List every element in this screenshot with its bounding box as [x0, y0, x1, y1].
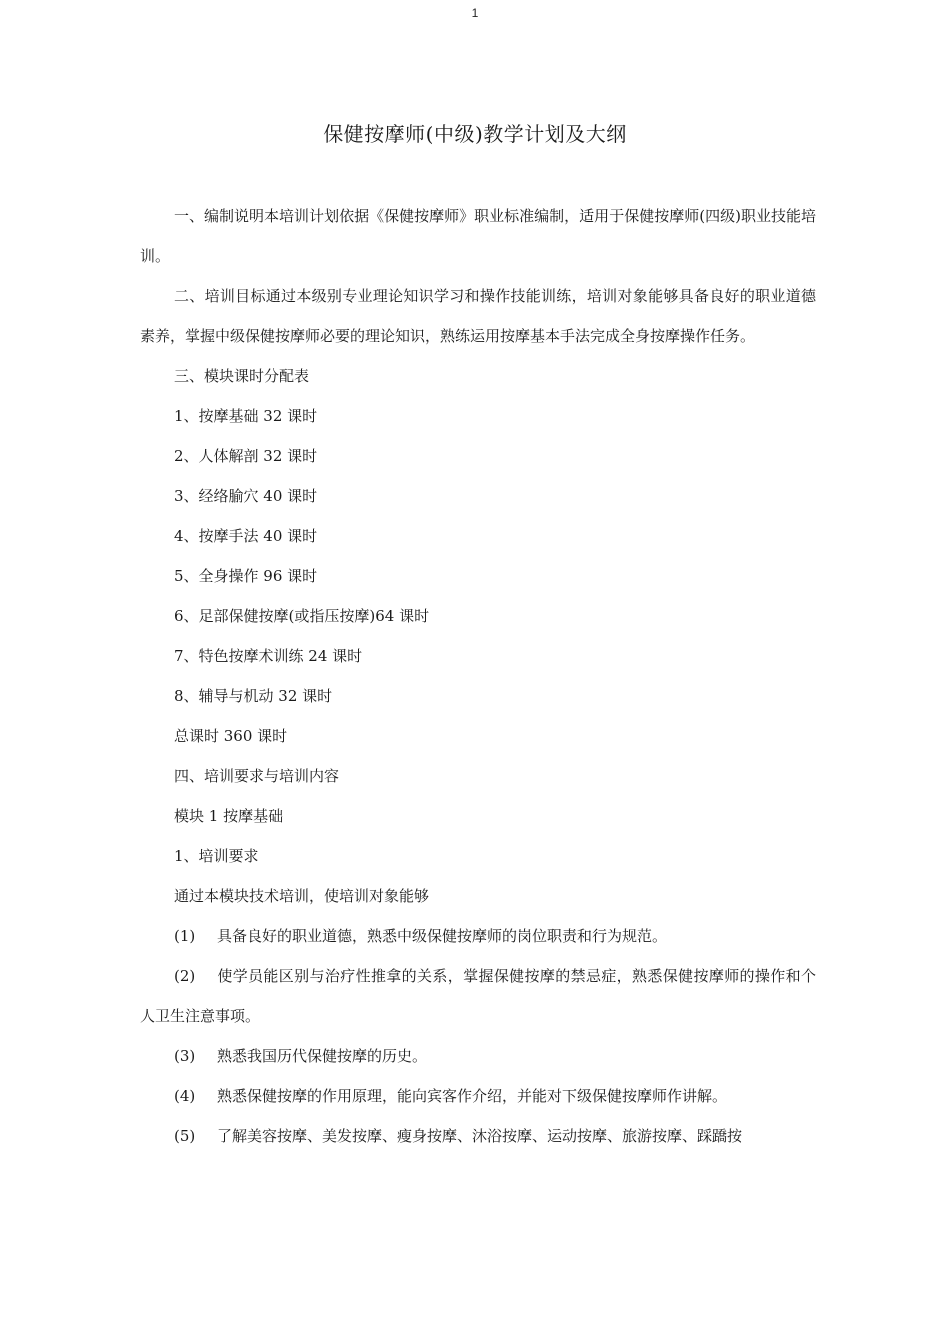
- total-hours: 总课时 360 课时: [174, 727, 288, 745]
- section-3-heading: 三、模块课时分配表: [174, 367, 310, 385]
- module-hours-item: 4、按摩手法 40 课时: [174, 527, 318, 545]
- module-hours-item: 5、全身操作 96 课时: [174, 567, 318, 585]
- requirement-number: (5): [174, 1127, 196, 1145]
- section-1-paragraph: 一、编制说明本培训计划依据《保健按摩师》职业标准编制，适用于保健按摩师(四级)职业技能培训。: [140, 207, 816, 265]
- module-hours-item: 1、按摩基础 32 课时: [174, 407, 318, 425]
- section-2-paragraph: 二、培训目标通过本级别专业理论知识学习和操作技能训练，培训对象能够具备良好的职业道德素养，掌握中级保健按摩师必要的理论知识，熟练运用按摩基本手法完成全身按摩操作任务。: [140, 287, 816, 345]
- page-number: 1: [471, 6, 479, 20]
- requirement-item: [140, 1076, 816, 1116]
- requirement-number: (2): [174, 967, 196, 985]
- requirement-text: 熟悉我国历代保健按摩的历史。: [217, 1047, 428, 1065]
- training-intro: 通过本模块技术培训，使培训对象能够: [174, 887, 430, 905]
- requirement-item: [140, 1116, 816, 1156]
- requirement-item: [140, 1036, 816, 1076]
- training-requirements-heading: 1、培训要求: [174, 847, 259, 865]
- module-hours-item: 8、辅导与机动 32 课时: [174, 687, 333, 705]
- module-hours-item: 3、经络腧穴 40 课时: [174, 487, 318, 505]
- requirement-number: (4): [174, 1087, 196, 1105]
- requirement-number: (3): [174, 1047, 196, 1065]
- module-1-heading: 模块 1 按摩基础: [174, 807, 284, 825]
- requirement-text: 具备良好的职业道德，熟悉中级保健按摩师的岗位职责和行为规范。: [217, 927, 668, 945]
- document-title: 保健按摩师(中级)教学计划及大纲: [323, 122, 627, 146]
- requirement-text: 了解美容按摩、美发按摩、瘦身按摩、沐浴按摩、运动按摩、旅游按摩、踩蹻按: [217, 1127, 743, 1145]
- section-4-heading: 四、培训要求与培训内容: [174, 767, 340, 785]
- module-hours-item: 7、特色按摩术训练 24 课时: [174, 647, 363, 665]
- requirement-item: [140, 916, 816, 956]
- document-body: [140, 196, 816, 1156]
- module-hours-item: 6、足部保健按摩(或指压按摩)64 课时: [174, 607, 430, 625]
- requirement-item: [140, 956, 816, 1036]
- requirement-text: 熟悉保健按摩的作用原理，能向宾客作介绍，并能对下级保健按摩师作讲解。: [217, 1087, 728, 1105]
- module-hours-item: 2、人体解剖 32 课时: [174, 447, 318, 465]
- requirement-text: 使学员能区别与治疗性推拿的关系，掌握保健按摩的禁忌症，熟悉保健按摩师的操作和个人卫生注意事项。: [140, 967, 816, 1025]
- requirement-number: (1): [174, 927, 196, 945]
